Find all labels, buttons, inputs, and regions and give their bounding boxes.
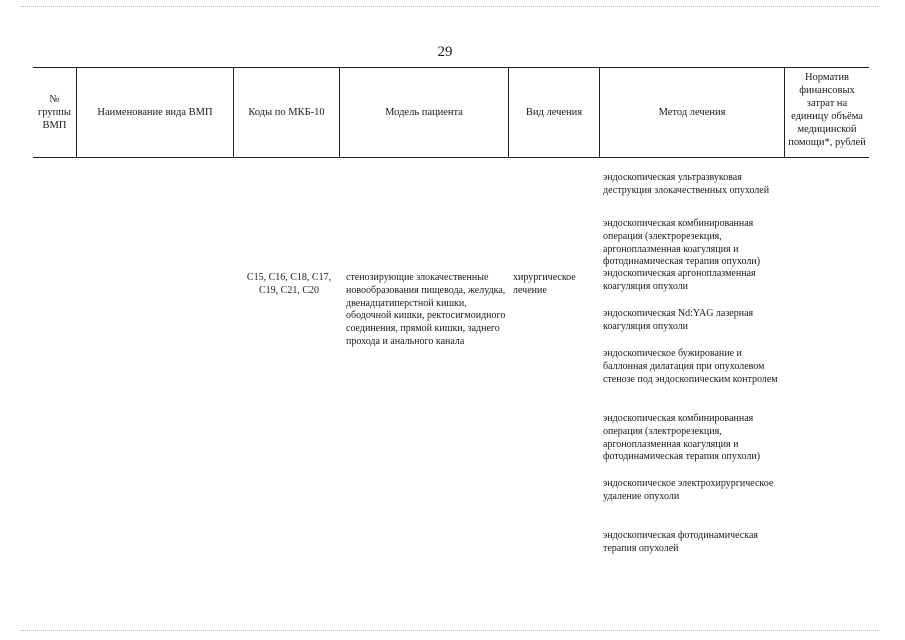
- header-treatment-method: Метод лечения: [599, 67, 784, 157]
- scan-top-edge: [20, 6, 880, 8]
- method-item: эндоскопическая комбинированная операция (электрорезекция, аргоноплазменная коагуляция и фотодинамическая терапия опухоли): [603, 413, 761, 463]
- header-bottom-line: [33, 157, 869, 158]
- scan-bottom-edge: [20, 630, 880, 632]
- icd-codes-cell: C15, C16, C18, C17, C19, C21, C20: [246, 272, 332, 296]
- header-cost-standard: Норматив финансовых затрат на единицу объёма медицинской помощи*, рублей: [784, 67, 869, 157]
- header-vmp-name: Наименование вида ВМП: [76, 67, 233, 157]
- header-icd-codes: Коды по МКБ-10: [233, 67, 339, 157]
- method-item: эндоскопическая Nd:YAG лазерная коагуляция опухоли: [603, 308, 754, 332]
- treatment-type-cell: хирургическое лечение: [513, 272, 576, 296]
- method-item: эндоскопическое бужирование и баллонная дилатация при опухолевом стенозе под эндоскопическим контролем: [603, 348, 778, 385]
- page-number: 29: [437, 44, 453, 60]
- header-treatment-type: Вид лечения: [508, 67, 599, 157]
- method-item: эндоскопическая фотодинамическая терапия опухолей: [603, 530, 758, 554]
- patient-model-cell: стенозирующие злокачественные новообразования пищевода, желудка, двенадцатиперстной кишки, ободочной кишки, ректосигмоидного соединения, прямой кишки, заднего прохода и анального канала: [346, 272, 506, 347]
- header-patient-model: Модель пациента: [339, 67, 508, 157]
- method-item: эндоскопическая аргоноплазменная коагуляция опухоли: [603, 268, 756, 292]
- method-item: эндоскопическая ультразвуковая деструкция злокачественных опухолей: [603, 172, 770, 196]
- header-group: № группы ВМП: [38, 93, 71, 131]
- method-item: эндоскопическая комбинированная операция (электрорезекция, аргоноплазменная коагуляция и фотодинамическая терапия опухоли): [603, 218, 761, 268]
- method-item: эндоскопическое электрохирургическое удаление опухоли: [603, 478, 774, 502]
